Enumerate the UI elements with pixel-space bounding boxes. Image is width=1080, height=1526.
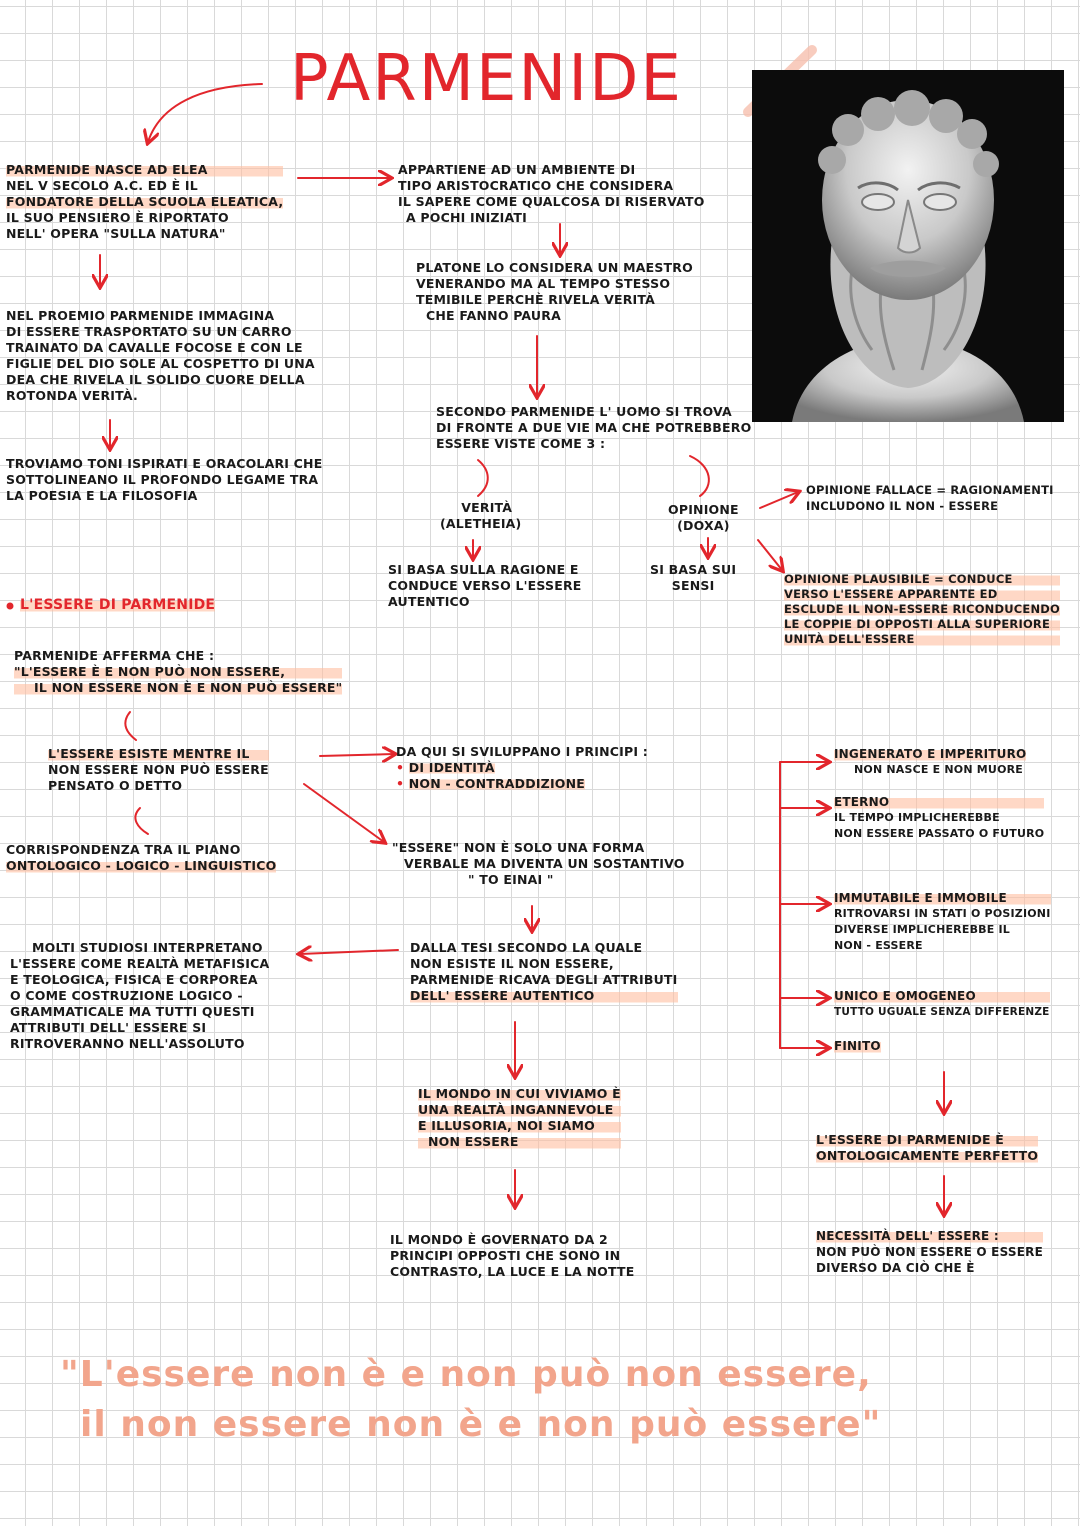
note-proemio: NEL PROEMIO PARMENIDE IMMAGINA DI ESSERE TRASPORTATO SU UN CARRO TRAINATO DA CAVALLE FOCOSE E CON LE FIGLIE DEL DIO SOLE AL COSPETTO DI UNA DEA CHE RIVELA IL SOLIDO CUORE DELLA ROTONDA VERITÀ. [6,308,315,403]
note-opinione-desc: SI BASA SUI SENSI [650,562,737,593]
note-afferma: PARMENIDE AFFERMA CHE : "L'ESSERE È E NON PUÒ NON ESSERE, IL NON ESSERE NON È E NON PUÒ ESSERE" [14,648,343,695]
note-nascita: PARMENIDE NASCE AD ELEA NEL V SECOLO A.C. ED È IL FONDATORE DELLA SCUOLA ELEATICA, IL SUO PENSIERO È RIPORTATO NELL' OPERA "SULLA NATURA" [6,162,284,241]
note-fallace: OPINIONE FALLACE = RAGIONAMENTI INCLUDONO IL NON - ESSERE [806,483,1054,513]
note-necessita: NECESSITÀ DELL' ESSERE : NON PUÒ NON ESSERE O ESSERE DIVERSO DA CIÒ CHE È [816,1229,1043,1275]
note-studiosi: MOLTI STUDIOSI INTERPRETANO L'ESSERE COME REALTÀ METAFISICA E TEOLOGICA, FISICA E CORPOREA O COME COSTRUZIONE LOGICO - GRAMMATICALE MA TUTTI QUESTI ATTRIBUTI DELL' ESSERE SI RITROVERANNO NELL'ASSOLUTO [10,940,270,1051]
note-principi-opposti: IL MONDO È GOVERNATO DA 2 PRINCIPI OPPOSTI CHE SONO IN CONTRASTO, LA LUCE E LA NOTTE [390,1232,635,1279]
note-tesi: DALLA TESI SECONDO LA QUALE NON ESISTE IL NON ESSERE, PARMENIDE RICAVA DEGLI ATTRIBUTI DELL' ESSERE AUTENTICO [410,940,678,1003]
closing-quote [60,1350,881,1450]
arrow-vie-to-verita [478,460,488,496]
quote-line-2: il non essere non è e non può essere" [80,1404,882,1445]
note-perfetto: L'ESSERE DI PARMENIDE È ONTOLOGICAMENTE PERFETTO [816,1132,1039,1163]
arrow-esiste-to-corrispondenza [135,808,148,834]
arrow-opinione-to-plausibile [758,540,782,570]
attributo-ingenerato: INGENERATO E IMPERITURO NON NASCE E NON MUORE [834,747,1027,776]
quote-line-1: "L'essere non è e non può non essere, [60,1354,872,1395]
attributo-eterno: ETERNO IL TEMPO IMPLICHEREBBE NON ESSERE PASSATO O FUTURO [834,795,1045,840]
note-verita: VERITÀ (ALETHEIA) [440,500,522,531]
arrow-vie-to-opinione [690,456,709,496]
note-corrispondenza: CORRISPONDENZA TRA IL PIANO ONTOLOGICO - LOGICO - LINGUISTICO [6,842,277,873]
attributo-finito: FINITO [834,1039,881,1053]
note-platone: PLATONE LO CONSIDERA UN MAESTRO VENERANDO MA AL TEMPO STESSO TEMIBILE PERCHÈ RIVELA VERITÀ CHE FANNO PAURA [416,260,693,323]
note-opinione: OPINIONE (DOXA) [668,502,739,533]
arrow-esiste-to-sostantivo [304,784,384,842]
note-sostantivo: "ESSERE" NON È SOLO UNA FORMA VERBALE MA DIVENTA UN SOSTANTIVO " TO EINAI " [392,840,685,887]
attributo-unico: UNICO E OMOGENEO TUTTO UGUALE SENZA DIFFERENZE [834,989,1050,1018]
note-ambiente: APPARTIENE AD UN AMBIENTE DI TIPO ARISTOCRATICO CHE CONSIDERA IL SAPERE COME QUALCOSA DI RISERVATO A POCHI INIZIATI [398,162,705,225]
arrow-tesi-to-studiosi [300,950,398,954]
parmenide-bust-image [752,70,1064,422]
arrow-esiste-to-principi [320,754,394,756]
section-bullet [7,603,14,610]
section-title-essere: L'ESSERE DI PARMENIDE [20,597,216,613]
note-esiste: L'ESSERE ESISTE MENTRE IL NON ESSERE NON PUÒ ESSERE PENSATO O DETTO [48,746,269,793]
attributo-immutabile: IMMUTABILE E IMMOBILE RITROVARSI IN STATI O POSIZIONI DIVERSE IMPLICHEREBBE IL NON - ESSERE [834,891,1051,952]
note-vie: SECONDO PARMENIDE L' UOMO SI TROVA DI FRONTE A DUE VIE MA CHE POTREBBERO ESSERE VISTE COME 3 : [436,404,752,451]
note-toni: TROVIAMO TONI ISPIRATI E ORACOLARI CHE SOTTOLINEANO IL PROFONDO LEGAME TRA LA POESIA E LA FILOSOFIA [6,456,323,503]
note-mondo: IL MONDO IN CUI VIVIAMO È UNA REALTÀ INGANNEVOLE E ILLUSORIA, NOI SIAMO NON ESSERE [418,1086,621,1149]
note-verita-desc: SI BASA SULLA RAGIONE E CONDUCE VERSO L'ESSERE AUTENTICO [388,562,582,609]
arrow-title-to-nascita [148,84,262,142]
arrow-afferma-to-esiste [125,712,136,740]
note-plausibile: OPINIONE PLAUSIBILE = CONDUCE VERSO L'ESSERE APPARENTE ED ESCLUDE IL NON-ESSERE RICONDUCENDO LE COPPIE DI OPPOSTI ALLA SUPERIORE UNITÀ DELL'ESSERE [784,572,1061,646]
page-title: PARMENIDE [290,42,683,116]
arrow-opinione-to-fallace [760,492,798,508]
note-principi: DA QUI SI SVILUPPANO I PRINCIPI : • DI IDENTITÀ • NON - CONTRADDIZIONE [396,744,648,791]
